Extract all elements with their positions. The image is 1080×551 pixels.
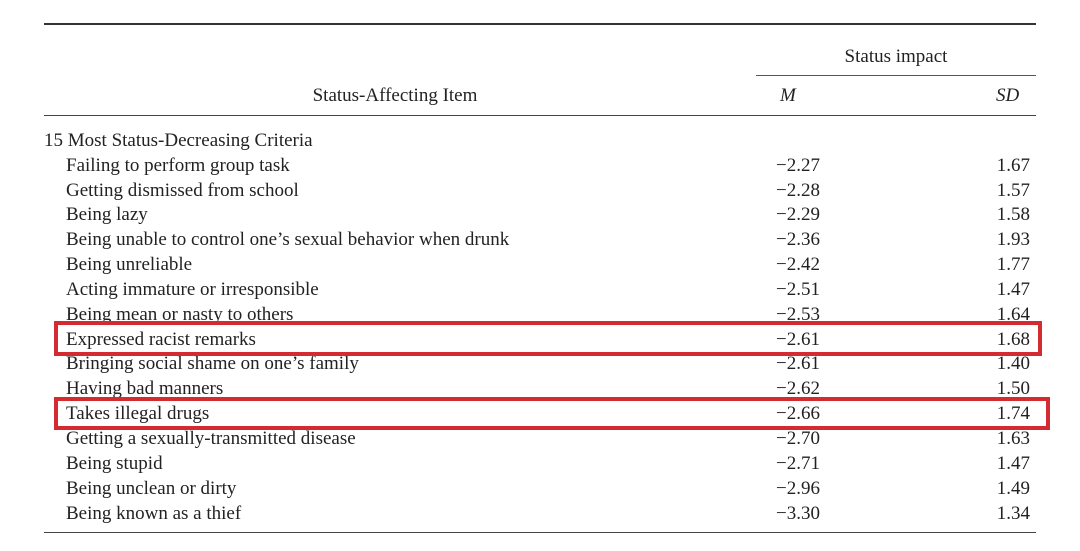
row-sd: 1.64 xyxy=(996,304,1030,325)
row-item: Getting dismissed from school xyxy=(66,180,299,201)
table-row xyxy=(0,328,1080,353)
row-sd: 1.58 xyxy=(996,204,1030,225)
row-mean: −2.51 xyxy=(776,279,820,300)
row-item: Being mean or nasty to others xyxy=(66,304,294,325)
row-mean: −3.30 xyxy=(776,503,820,524)
row-sd: 1.50 xyxy=(996,378,1030,399)
table-row xyxy=(0,303,1080,328)
table-row xyxy=(0,502,1080,527)
table-row xyxy=(0,402,1080,427)
row-item: Failing to perform group task xyxy=(66,155,290,176)
table-row xyxy=(0,477,1080,502)
row-mean: −2.61 xyxy=(776,329,820,350)
row-sd: 1.77 xyxy=(996,254,1030,275)
bottom-rule xyxy=(44,532,1036,533)
row-mean: −2.27 xyxy=(776,155,820,176)
row-item: Takes illegal drugs xyxy=(66,403,210,424)
row-item: Being stupid xyxy=(66,453,163,474)
row-mean: −2.61 xyxy=(776,353,820,374)
row-mean: −2.42 xyxy=(776,254,820,275)
row-item: Being unclean or dirty xyxy=(66,478,237,499)
table-row xyxy=(0,253,1080,278)
table-row xyxy=(0,452,1080,477)
column-header-sd: SD xyxy=(996,85,1020,106)
row-sd: 1.57 xyxy=(996,180,1030,201)
column-header-mean: M xyxy=(780,85,796,106)
row-item: Being known as a thief xyxy=(66,503,242,524)
table-row xyxy=(0,228,1080,253)
row-mean: −2.70 xyxy=(776,428,820,449)
row-mean: −2.71 xyxy=(776,453,820,474)
row-mean: −2.62 xyxy=(776,378,820,399)
row-item: Getting a sexually-transmitted disease xyxy=(66,428,356,449)
row-sd: 1.34 xyxy=(996,503,1030,524)
status-impact-group-header: Status impact xyxy=(844,46,948,67)
table-row xyxy=(0,427,1080,452)
row-item: Acting immature or irresponsible xyxy=(66,279,319,300)
row-sd: 1.47 xyxy=(996,279,1030,300)
table-row xyxy=(0,278,1080,303)
row-item: Having bad manners xyxy=(66,378,224,399)
row-mean: −2.29 xyxy=(776,204,820,225)
row-sd: 1.49 xyxy=(996,478,1030,499)
top-rule xyxy=(44,23,1036,25)
row-sd: 1.67 xyxy=(996,155,1030,176)
row-mean: −2.28 xyxy=(776,180,820,201)
status-impact-group-rule xyxy=(756,75,1036,76)
row-item: Expressed racist remarks xyxy=(66,329,256,350)
row-sd: 1.47 xyxy=(996,453,1030,474)
row-sd: 1.40 xyxy=(996,353,1030,374)
row-mean: −2.53 xyxy=(776,304,820,325)
row-item: Being unreliable xyxy=(66,254,193,275)
row-mean: −2.36 xyxy=(776,229,820,250)
row-sd: 1.63 xyxy=(996,428,1030,449)
row-item: Being lazy xyxy=(66,204,148,225)
table-row xyxy=(0,377,1080,402)
row-mean: −2.96 xyxy=(776,478,820,499)
table-row xyxy=(0,203,1080,228)
table-row xyxy=(0,352,1080,377)
table-row xyxy=(0,154,1080,179)
row-sd: 1.68 xyxy=(996,329,1030,350)
row-item: Bringing social shame on one’s family xyxy=(66,353,359,374)
column-header-item: Status-Affecting Item xyxy=(312,85,478,106)
table-row xyxy=(0,179,1080,204)
row-sd: 1.93 xyxy=(996,229,1030,250)
section-label: 15 Most Status-Decreasing Criteria xyxy=(44,130,313,151)
row-mean: −2.66 xyxy=(776,403,820,424)
header-rule xyxy=(44,115,1036,116)
row-sd: 1.74 xyxy=(996,403,1030,424)
row-item: Being unable to control one’s sexual behavior when drunk xyxy=(66,229,510,250)
